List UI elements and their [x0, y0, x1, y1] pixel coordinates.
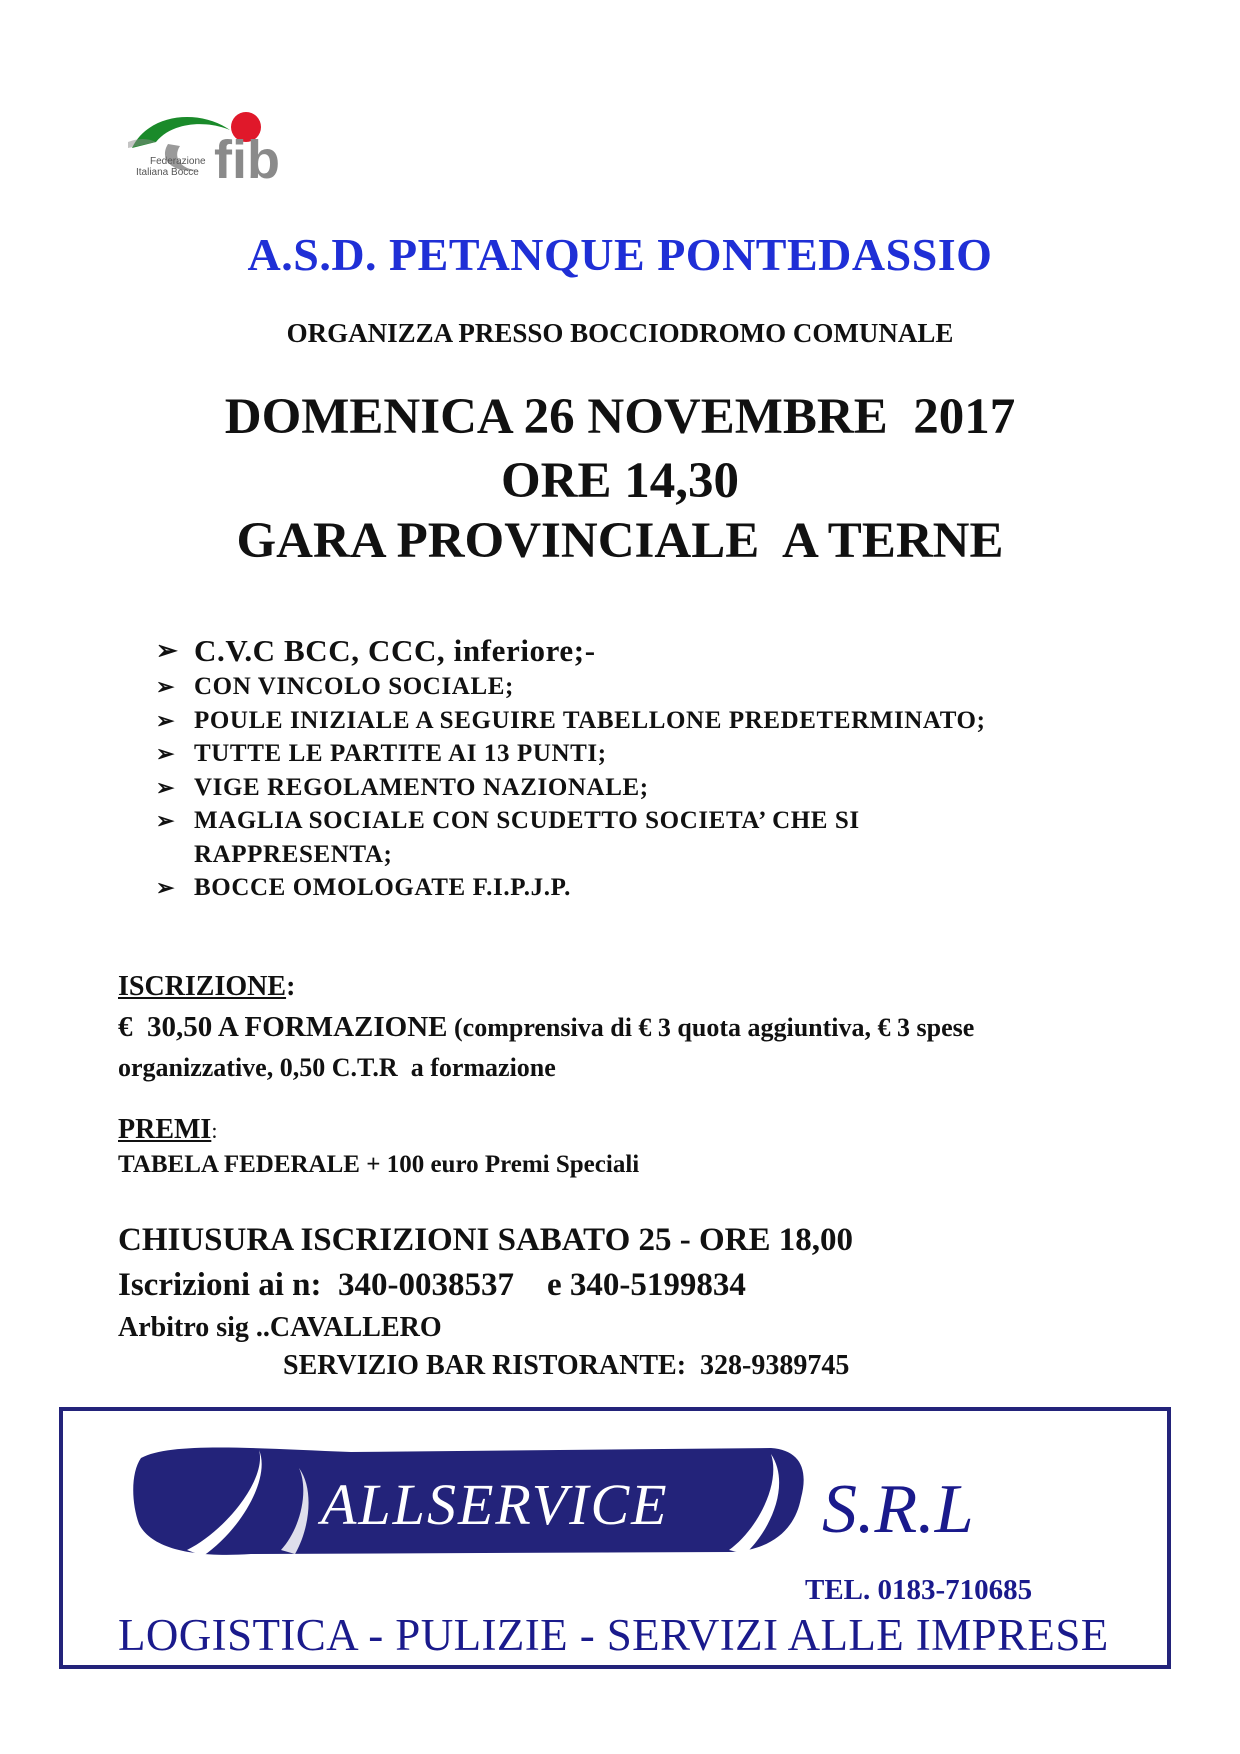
sponsor-logo-text: ALLSERVICE	[321, 1472, 669, 1537]
fib-caption-line2: Italiana Bocce	[136, 167, 199, 178]
prizes-heading-label: PREMI	[118, 1114, 212, 1145]
arrow-bullet-icon: ➢	[156, 875, 176, 900]
arrow-bullet-icon: ➢	[156, 774, 176, 800]
prizes-heading-colon: :	[211, 1118, 218, 1143]
event-time: ORE 14,30	[500, 453, 740, 509]
fib-caption-line1: Federazione	[150, 156, 206, 167]
prizes-text: TABELA FEDERALE + 100 euro Premi Speciali	[118, 1151, 640, 1178]
registration-deadline: CHIUSURA ISCRIZIONI SABATO 25 - ORE 18,00	[118, 1222, 854, 1258]
registration-heading-label: ISCRIZIONE	[118, 971, 287, 1002]
registration-heading	[118, 971, 295, 1003]
prizes-heading	[118, 1114, 217, 1146]
arrow-bullet-icon: ➢	[156, 808, 176, 833]
registration-fee-line	[118, 1011, 974, 1044]
referee-line: Arbitro sig ..CAVALLERO	[118, 1312, 442, 1343]
rules-list-item	[156, 670, 1016, 704]
rules-list-item	[156, 804, 1016, 871]
registration-heading-colon: :	[286, 971, 296, 1002]
event-name: GARA PROVINCIALE A TERNE	[236, 513, 1004, 569]
rule-text: POULE INIZIALE A SEGUIRE TABELLONE PREDETERMINATO;	[194, 706, 986, 734]
fib-logo-graphic	[128, 108, 328, 208]
rules-list-item	[156, 771, 1016, 805]
arrow-bullet-icon: ➢	[156, 674, 176, 699]
registration-phones: Iscrizioni ai n: 340-0038537 e 340-5199834	[118, 1267, 746, 1303]
arrow-bullet-icon: ➢	[156, 741, 176, 766]
gray-swoosh-icon	[128, 139, 156, 148]
sponsor-logo	[131, 1438, 811, 1565]
sponsor-company-suffix: S.R.L	[822, 1471, 974, 1548]
event-date: DOMENICA 26 NOVEMBRE 2017	[224, 389, 1016, 445]
fib-logo	[128, 108, 328, 208]
registration-fee-detail-2: organizzative, 0,50 C.T.R a formazione	[118, 1053, 556, 1082]
fib-mark: fib	[214, 130, 280, 190]
sponsor-tagline: LOGISTICA - PULIZIE - SERVIZI ALLE IMPRESE	[118, 1610, 1109, 1660]
allservice-logo-graphic	[131, 1438, 811, 1565]
rule-text: CON VINCOLO SOCIALE;	[194, 673, 514, 700]
registration-fee: € 30,50 A FORMAZIONE	[118, 1011, 448, 1043]
organizer-title: A.S.D. PETANQUE PONTEDASSIO	[247, 229, 993, 280]
rule-text: C.V.C BCC, CCC, inferiore;-	[194, 633, 596, 668]
sponsor-phone: TEL. 0183-710685	[805, 1574, 1033, 1606]
registration-fee-detail: (comprensiva di € 3 quota aggiuntiva, € 3 spese	[447, 1013, 975, 1042]
rules-list-item	[156, 704, 1016, 738]
rule-text: MAGLIA SOCIALE CON SCUDETTO SOCIETA’ CHE SI RAPPRESENTA;	[194, 807, 860, 868]
rule-text: VIGE REGOLAMENTO NAZIONALE;	[194, 773, 649, 801]
rules-list-item	[156, 871, 1016, 905]
venue-subtitle: ORGANIZZA PRESSO BOCCIODROMO COMUNALE	[286, 318, 954, 348]
rules-list	[156, 632, 1016, 905]
rules-list-item	[156, 737, 1016, 771]
rule-text: BOCCE OMOLOGATE F.I.P.J.P.	[194, 874, 572, 901]
rule-text: TUTTE LE PARTITE AI 13 PUNTI;	[194, 740, 607, 767]
arrow-bullet-icon: ➢	[156, 636, 179, 665]
bar-service-line: SERVIZIO BAR RISTORANTE: 328-9389745	[283, 1350, 850, 1381]
rules-list-item	[156, 632, 1016, 670]
arrow-bullet-icon: ➢	[156, 707, 176, 733]
